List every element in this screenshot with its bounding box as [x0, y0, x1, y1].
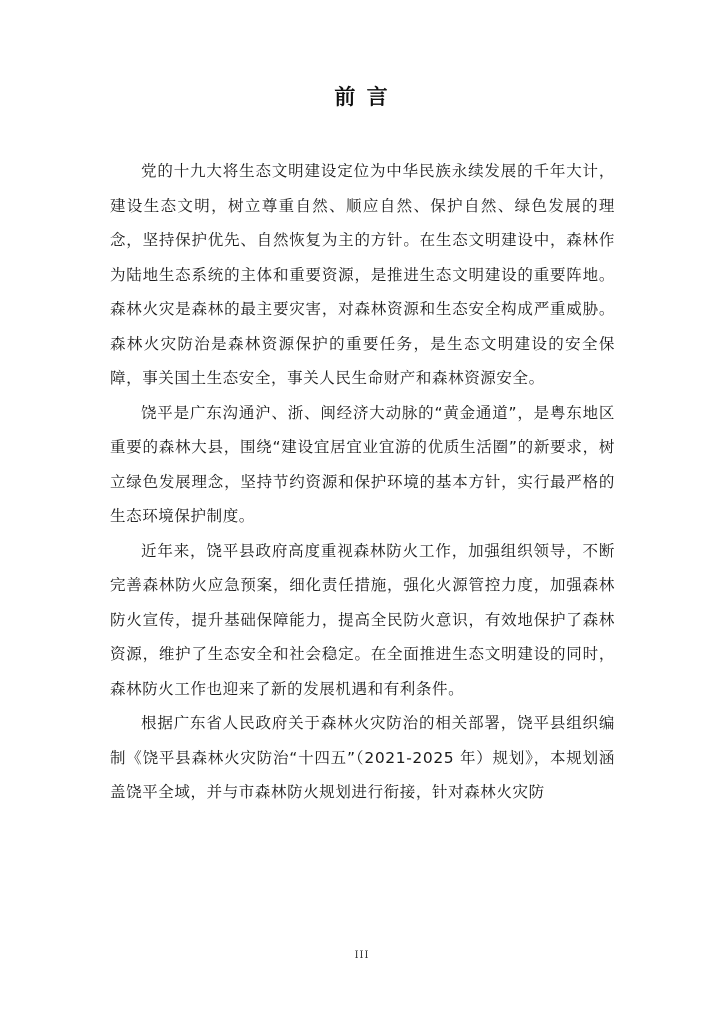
paragraph-2: 饶平是广东沟通沪、浙、闽经济大动脉的“黄金通道”，是粤东地区重要的森林大县，围绕“建设宜居宜业宜游的优质生活圈”的新要求，树立绿色发展理念，坚持节约资源和保护环境的基本方针，实行最严格的生态环境保护制度。 [110, 403, 615, 525]
body-text [110, 154, 615, 810]
paragraph-4: 根据广东省人民政府关于森林火灾防治的相关部署，饶平县组织编制《饶平县森林火灾防治“十四五”（2021-2025 年）规划》，本规划涵盖饶平全域，并与市森林防火规划进行衔接，针对森林火灾防 [110, 714, 615, 801]
page-number: III [354, 950, 370, 961]
paragraph-3: 近年来，饶平县政府高度重视森林防火工作，加强组织领导，不断完善森林防火应急预案，细化责任措施，强化火源管控力度，加强森林防火宣传，提升基础保障能力，提高全民防火意识，有效地保护了森林资源，维护了生态安全和社会稳定。在全面推进生态文明建设的同时，森林防火工作也迎来了新的发展机遇和有利条件。 [110, 541, 615, 698]
page-title: 前 言 [334, 85, 390, 109]
paragraph-1: 党的十九大将生态文明建设定位为中华民族永续发展的千年大计，建设生态文明，树立尊重自然、顺应自然、保护自然、绿色发展的理念，坚持保护优先、自然恢复为主的方针。在生态文明建设中，森林作为陆地生态系统的主体和重要资源，是推进生态文明建设的重要阵地。森林火灾是森林的最主要灾害，对森林资源和生态安全构成严重威胁。森林火灾防治是森林资源保护的重要任务，是生态文明建设的安全保障，事关国土生态安全，事关人民生命财产和森林资源安全。 [110, 162, 615, 387]
